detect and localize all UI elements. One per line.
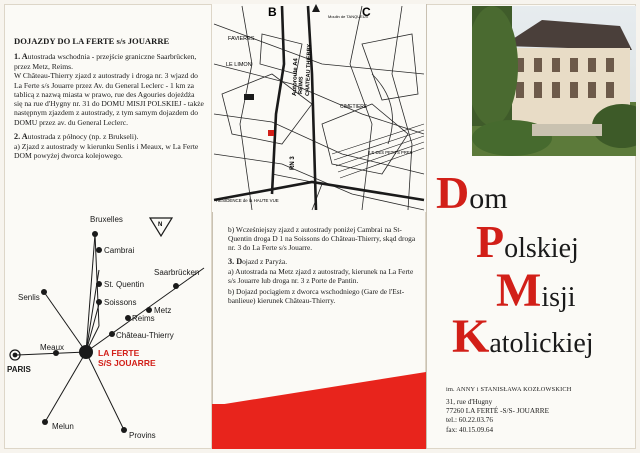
road-melun xyxy=(45,352,86,422)
dot-melun xyxy=(42,419,48,425)
label-chateau: Château-Thierry xyxy=(116,331,174,340)
road-paris xyxy=(17,352,86,355)
label-paris: PARIS xyxy=(7,365,31,374)
address-street: 31, rue d'Hugny xyxy=(446,398,493,407)
dot-saarbrucken xyxy=(173,283,179,289)
route-2 xyxy=(14,132,204,161)
address-city: 77260 LA FERTÉ -S/S- JOUARRE xyxy=(446,407,549,416)
route-1-body: W Château-Thierry zjazd z autostrady i droga nr. 3 wjazd do La Ferte s/s Jouarre przez Av. du General Leclerc - 1 km za tablicą z nazwą miasta w prawo, rue des Agouries dojeżdża się na rue d'Hygny nr. 31 do DOMU MISJI POLSKIEJ - także następnym zjazdem z autostrady, z tym samym dojazdem do DOMU przez av. du General Leclerc. xyxy=(14,71,204,127)
map-rn3: RN 3 xyxy=(290,156,296,170)
title-line-2 xyxy=(476,215,579,268)
route-2-body: a) Zjazd z autostrady w kierunku Senlis i Meaux, w La Ferte DOM powyżej dworca kolejowego. xyxy=(14,141,199,160)
building-marker xyxy=(244,94,254,100)
label-bruxelles: Bruxelles xyxy=(90,215,123,224)
label-metz: Metz xyxy=(154,306,172,315)
map-petits-pres: ILE DES PETITS PRES xyxy=(368,150,413,155)
map-moulin: Moulin de TANQUEUX xyxy=(328,14,369,19)
dot-bruxelles xyxy=(92,231,98,237)
label-melun: Melun xyxy=(52,422,74,431)
dot-stquentin xyxy=(96,281,102,287)
title-word-isji: isji xyxy=(541,282,576,313)
map-le-limon: LE LIMON xyxy=(226,62,252,68)
label-saarbrucken: Saarbrücken xyxy=(154,268,200,277)
house-photo xyxy=(472,6,636,156)
red-wedge xyxy=(212,372,426,406)
route-1-title: utostrada wschodnia - przejście graniczne Saarbrücken, przez Metz, Reims. xyxy=(14,52,197,71)
label-provins: Provins xyxy=(129,431,156,440)
label-soissons: Soissons xyxy=(104,298,137,307)
address-block xyxy=(446,386,572,435)
dot-la-ferte xyxy=(79,345,93,359)
dot-reims xyxy=(125,315,131,321)
route-1-number: 1. A xyxy=(14,52,28,61)
label-meaux: Meaux xyxy=(40,343,65,352)
red-band xyxy=(212,404,426,449)
north-label: N xyxy=(158,222,163,228)
title-cap-k: K xyxy=(452,310,490,363)
directions-text xyxy=(14,52,204,165)
title-word-olskiej: olskiej xyxy=(504,233,579,264)
route-3-number: 3. D xyxy=(228,257,243,267)
label-senlis: Senlis xyxy=(18,293,40,302)
dot-soissons xyxy=(96,299,102,305)
dot-senlis xyxy=(41,289,47,295)
map-reims: REIMS xyxy=(298,76,305,95)
title-word-atolickiej: atolickiej xyxy=(489,328,594,359)
map-residence: RESIDENCE de la HAUTE VUE xyxy=(216,198,279,203)
dot-cambrai xyxy=(96,247,102,253)
patron-names: im. ANNY i STANISŁAWA KOZŁOWSKICH xyxy=(446,386,572,393)
directions-heading: DOJAZDY DO LA FERTE s/s JOUARRE xyxy=(14,36,170,46)
address-fax: fax: 40.15.09.64 xyxy=(446,425,494,434)
label-stquentin: St. Quentin xyxy=(104,280,145,289)
fold-line-right xyxy=(426,4,427,449)
middle-text xyxy=(228,225,418,310)
map-favieres: FAVIERES xyxy=(228,36,255,42)
route-2b: b) Wcześniejszy zjazd z autostrady poniżej Cambrai na St-Quentin droga D 1 na Soissons do Château-Thierry, skąd droga nr. 3 do La Ferte s/s Jouarre. xyxy=(228,225,416,253)
label-la-ferte-1: LA FERTE xyxy=(98,348,140,358)
paris-dot xyxy=(13,353,18,358)
dot-provins xyxy=(121,427,127,433)
map-cimetiere: CIMETIERE xyxy=(340,104,368,110)
city-map xyxy=(212,4,426,212)
address-tel: tel.: 60.22.03.76 xyxy=(446,416,493,425)
grid-col-b: B xyxy=(268,5,277,19)
title-cap-m: M xyxy=(496,264,542,317)
dom-location-marker xyxy=(268,130,274,136)
route-3b: b) Dojazd pociągiem z dworca wschodniego (Gare de l'Est-banlieue) kierunek Château-Thierry. xyxy=(228,287,405,306)
title-cap-p: P xyxy=(476,216,505,267)
route-3a: a) Autostrada na Metz zjazd z autostrady, kierunek na La Ferte s/s Jouarre lub droga nr. 3 z Porte de Pantin. xyxy=(228,267,414,286)
title-line-4 xyxy=(452,309,594,364)
grid-col-c: C xyxy=(362,5,371,19)
route-network-map xyxy=(4,210,212,448)
map-autoroute: Autoroute A4 xyxy=(292,58,300,97)
title-line-1 xyxy=(436,166,508,219)
route-2-title: utostrada z północy (np. z Brukseli). xyxy=(27,131,139,141)
route-3-title: ojazd z Paryża. xyxy=(242,257,288,267)
label-cambrai: Cambrai xyxy=(104,246,135,255)
route-2-number: 2. A xyxy=(14,131,28,141)
map-chateau-thierry: CHATEAU THIERRY xyxy=(305,43,313,97)
dot-metz xyxy=(146,307,152,313)
title-word-om: om xyxy=(469,182,508,215)
title-cap-d: D xyxy=(436,167,470,218)
label-reims: Reims xyxy=(132,314,155,323)
route-1 xyxy=(14,52,204,127)
route-3 xyxy=(228,257,418,305)
dot-chateau xyxy=(109,331,115,337)
label-la-ferte-2: S/S JOUARRE xyxy=(98,358,156,368)
